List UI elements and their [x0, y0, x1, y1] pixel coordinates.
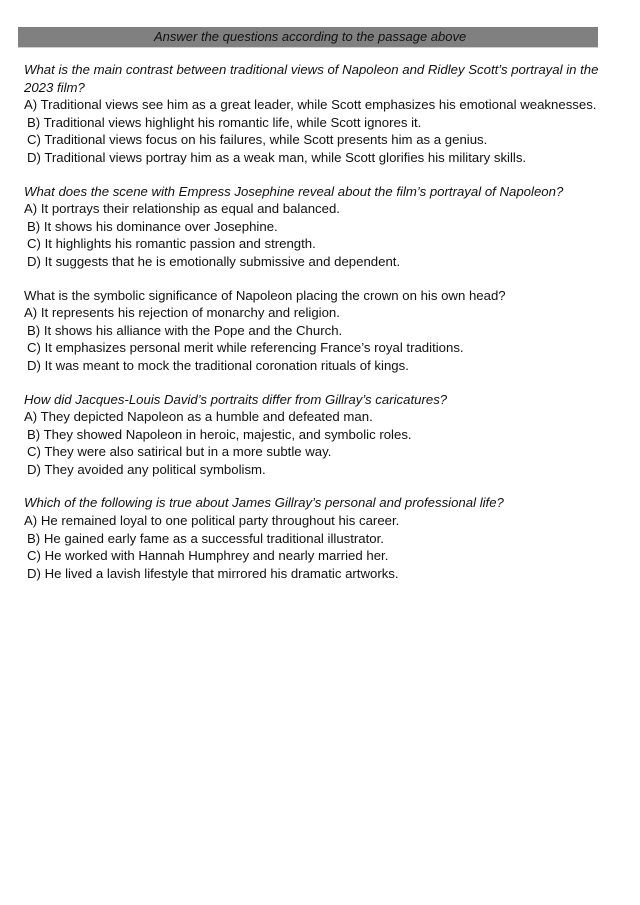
option-a: A) It portrays their relationship as equal and balanced.	[24, 201, 340, 217]
option-c: C) It highlights his romantic passion and strength.	[27, 236, 316, 252]
option-d: D) It was meant to mock the traditional coronation rituals of kings.	[27, 357, 409, 373]
option-c: C) They were also satirical but in a more subtle way.	[27, 444, 332, 460]
option-b: B) He gained early fame as a successful traditional illustrator.	[27, 530, 384, 546]
option-b: B) They showed Napoleon in heroic, majestic, and symbolic roles.	[27, 426, 412, 442]
option-d: D) He lived a lavish lifestyle that mirrored his dramatic artworks.	[27, 565, 399, 581]
option-d: D) They avoided any political symbolism.	[27, 461, 266, 477]
option-c: C) Traditional views focus on his failures, while Scott presents him as a genius.	[27, 132, 488, 148]
question-text: How did Jacques-Louis David’s portraits differ from Gillray’s caricatures?	[24, 391, 448, 407]
question-2	[24, 183, 628, 271]
option-b: B) It shows his alliance with the Pope and the Church.	[27, 322, 343, 338]
option-a: A) They depicted Napoleon as a humble and defeated man.	[24, 409, 373, 425]
option-b: B) It shows his dominance over Josephine.	[27, 218, 278, 234]
instructions-text: Answer the questions according to the passage above	[154, 29, 467, 44]
question-text: What is the symbolic significance of Napoleon placing the crown on his own head?	[24, 287, 506, 303]
question-text: What is the main contrast between traditional views of Napoleon and Ridley Scott’s portrayal in the 2023 film?	[24, 62, 599, 95]
option-b: B) Traditional views highlight his romantic life, while Scott ignores it.	[27, 114, 422, 130]
option-d: D) Traditional views portray him as a weak man, while Scott glorifies his military skills.	[27, 149, 527, 165]
question-text: What does the scene with Empress Josephine reveal about the film’s portrayal of Napoleon?	[24, 183, 564, 199]
option-c: C) He worked with Hannah Humphrey and nearly married her.	[27, 548, 389, 564]
instructions-banner	[18, 27, 598, 48]
question-4	[24, 391, 628, 479]
question-5	[24, 494, 628, 582]
option-a: A) He remained loyal to one political party throughout his career.	[24, 513, 400, 529]
question-3	[24, 287, 628, 375]
question-1	[24, 61, 628, 167]
question-text: Which of the following is true about James Gillray’s personal and professional life?	[24, 495, 504, 511]
option-d: D) It suggests that he is emotionally submissive and dependent.	[27, 253, 401, 269]
option-a: A) It represents his rejection of monarchy and religion.	[24, 305, 340, 321]
option-c: C) It emphasizes personal merit while referencing France’s royal traditions.	[27, 340, 464, 356]
questions-list	[24, 61, 628, 598]
option-a: A) Traditional views see him as a great leader, while Scott emphasizes his emotional weaknesses.	[24, 97, 597, 113]
